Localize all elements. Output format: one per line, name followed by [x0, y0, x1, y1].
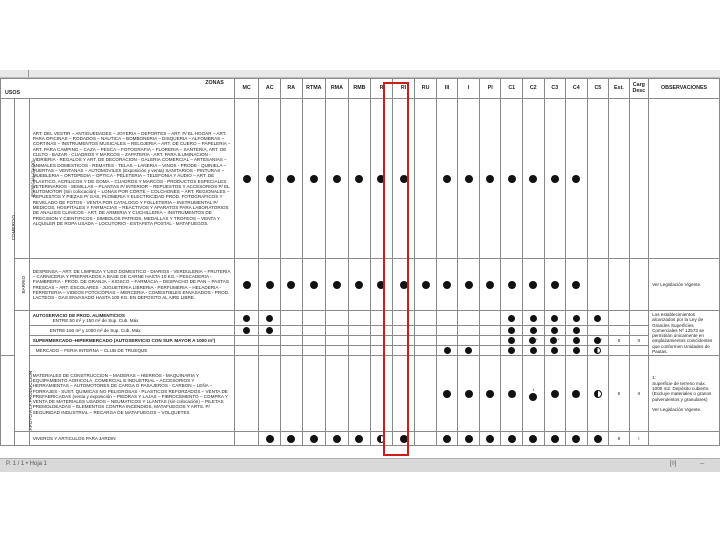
conditional-dot	[377, 435, 385, 443]
zonas-label: ZONAS	[1, 79, 235, 89]
allowed-dot	[266, 435, 274, 443]
allowed-dot	[443, 435, 451, 443]
allowed-dot	[551, 281, 559, 289]
allowed-dot	[551, 347, 558, 354]
row-autoservicio-2	[1, 326, 720, 335]
allowed-dot	[266, 281, 274, 289]
zone-header-pi: PI	[479, 79, 501, 99]
apoyo-observation: 1: Superficie de terreno máx. 1000 m2. Depósito cubierto. (Excluye materiales o granos pulverulentos y granulares) Ver Legislación Vigente.	[649, 356, 720, 432]
allowed-dot	[573, 347, 580, 354]
allowed-dot	[465, 281, 473, 289]
allowed-dot	[443, 390, 451, 398]
allowed-dot	[530, 327, 537, 334]
header-row-zonas	[1, 79, 720, 89]
allowed-dot	[594, 337, 601, 344]
allowed-dot	[573, 327, 580, 334]
status-bar	[0, 458, 720, 472]
allowed-dot	[572, 390, 580, 398]
barrio-observation: Ver Legislación Vigente.	[649, 259, 720, 311]
zone-header-est: Est.	[609, 79, 630, 99]
status-page-info: P. 1 / 1 • Hoja 1	[6, 461, 48, 467]
especializado-description: ART. DEL VESTIR – ANTIGUEDADES – JOYERIA – DEPORTES – ART. P/ EL HOGAR – ART. PARA OFICINAS – RODADOS – NAUTICA – BOMBONERIA – DISQUERIA – ALFOMBRAS – CORTINAS – INSTRUMENTOS MUSICALES – RELOJERIA – ART. DE CUERO – PAPELERIA – ART. PARA CAMPING – CAZA – PESCA – FOTOGRAFIA – FLORERIA – SANTERIA, ART. DE CULTO - BAZAR - CUADROS Y MARCOS – ZAPATERIA - ART. PARA ILUMINACION - VIDRIERIA - REGALOS Y ART. DE DECORACION - GALERIA COMERCIAL – ARTESANIAS – ANIMALES DOMESTICOS - REMATES - TELAS – LANERIA – VINOS - PRODE - QUINIELA – PUERTAS – VENTANAS – AUTOMOVILES (Exposición y venta) SANITARIOS - PINTURAS – MUEBLERIA – ORTOPEDIA – OPTICA - PELETERIA – TELEFONIA Y AUDIO – ART. DE PLASTICO, ACRILICOS Y DE GOMA – CUADROS Y MARCOS - PRODUCTOS ESPECIALES VETERINARIOS - SEMILLAS – PLANTAS P/ INTERIOR – REPUESTOS Y ACCESORIOS P/ EL AUTOMOTOR (Sin colocación) – LONAS POR CORTE – COLCHONES – ART. REGIONALES – REPUESTOS Y PIEZAS P/ GAS, PLOMERIA Y ELECTRICIDAD PROD. FOTOGRAFICOS Y REVELADO DE FOTOS - VENTA POR CATALOGO Y FOLLETERIA – INSTRUMENTAL P/ MEDICOS, HOSPITALES Y FARMACIAS – REACTIVOS Y APARATOS PARA LABORATORIOS DE ANALISIS CLINICOS - ART. DE ARMERIA Y CUCHILLERIA – INSTRUMENTOS DE PRECISION Y CIENTIFICOS - SIMBOLOS PATRIOS, MEDALLAS Y TROFEOS – VENTA Y ALQUILER DE ROPA USADA – LOCUTORIO - ESTAFETA POSTAL - MATAFUEGOS.	[29, 99, 234, 259]
allowed-dot	[508, 390, 516, 398]
zone-header-observaciones: OBSERVACIONES	[649, 79, 720, 99]
row-autoservicio-1	[1, 311, 720, 326]
allowed-dot	[287, 435, 295, 443]
allowed-dot	[572, 281, 580, 289]
zone-header-carg-desc: Carg Desc	[629, 79, 648, 99]
allowed-dot	[243, 175, 251, 183]
zone-header-rmb: RMB	[348, 79, 371, 99]
allowed-dot	[310, 281, 318, 289]
top-toolbar-strip	[0, 70, 720, 78]
allowed-dot	[530, 347, 537, 354]
allowed-dot	[444, 347, 451, 354]
zone-header-mc: MC	[234, 79, 259, 99]
zone-header-c5: C5	[587, 79, 609, 99]
allowed-dot	[551, 435, 559, 443]
allowed-dot	[551, 175, 559, 183]
allowed-dot	[551, 327, 558, 334]
allowed-dot	[465, 435, 473, 443]
allowed-dot	[508, 337, 515, 344]
allowed-dot	[508, 315, 515, 322]
allowed-dot	[551, 315, 558, 322]
zone-header-c3: C3	[544, 79, 566, 99]
allowed-dot	[529, 393, 537, 401]
allowed-dot	[266, 327, 273, 334]
status-zoom-icon[interactable]: ─	[700, 461, 705, 467]
usos-label: USOS	[1, 89, 235, 99]
allowed-dot	[266, 315, 273, 322]
allowed-dot	[529, 175, 537, 183]
allowed-dot	[508, 435, 516, 443]
allowed-dot	[529, 281, 537, 289]
conditional-dot	[594, 347, 601, 354]
status-view-icon[interactable]: [◊]	[670, 461, 677, 467]
allowed-dot	[465, 175, 473, 183]
group-apoyo: APOYO A LA PRODUCCION	[1, 356, 15, 446]
allowed-dot	[422, 281, 430, 289]
row-barrio	[1, 259, 720, 311]
allowed-dot	[287, 281, 295, 289]
conditional-dot	[594, 390, 602, 398]
row-viveros: VIVEROS Y ARTICULOS PARA JARDIN 9 I	[1, 432, 720, 446]
allowed-dot	[508, 281, 516, 289]
allowed-dot	[508, 175, 516, 183]
zone-header-rma: RMA	[326, 79, 349, 99]
allowed-dot	[400, 435, 408, 443]
allowed-dot	[486, 281, 494, 289]
zone-header-i: I	[458, 79, 480, 99]
row-mercado	[1, 346, 720, 356]
autoservicio-sub2: ENTRE 150 m² y 1000 m² de Sup. Cub. Máx	[29, 326, 234, 335]
allowed-dot	[508, 327, 515, 334]
allowed-dot	[355, 281, 363, 289]
allowed-dot	[443, 175, 451, 183]
allowed-dot	[310, 175, 318, 183]
allowed-dot	[529, 337, 536, 344]
allowed-dot	[400, 281, 408, 289]
autoservicio-description: AUTOSERVICIO DE PROD. ALIMENTICIOS ENTRE 50 m² y 150 m² de Sup. Cub. Máx	[29, 311, 234, 326]
allowed-dot	[551, 390, 559, 398]
allowed-dot	[486, 435, 494, 443]
subgroup-especializado: ESPECIALIZADO	[15, 99, 29, 259]
allowed-dot	[243, 281, 251, 289]
supermercado-description: SUPERMERCADO–HIPERMERCADO (AUTOSERVICIO CON SUP. MAYOR A 1000 m²)	[29, 335, 234, 345]
zone-header-ra: RA	[280, 79, 302, 99]
allowed-dot	[508, 347, 515, 354]
mercado-description: MERCADO – FERIA INTERNA – CLUB DE TRUEQUE	[29, 346, 234, 356]
allowed-dot	[310, 435, 318, 443]
viveros-description: VIVEROS Y ARTICULOS PARA JARDIN	[29, 432, 234, 446]
allowed-dot	[486, 390, 494, 398]
allowed-dot	[572, 435, 580, 443]
allowed-dot	[400, 175, 408, 183]
zone-header-ri: RI	[392, 79, 415, 99]
allowed-dot	[333, 435, 341, 443]
allowed-dot	[573, 315, 580, 322]
zone-header-c2: C2	[522, 79, 544, 99]
row-apoyo: APOYO A LA PRODUCCION MATERIALES DE CONSTRUCCION – MADERAS – HIERROS - MAQUINARIA Y EQUIPAMIENTO AGRICOLA, COMERCIAL E INDUSTRIAL – ACCESORIOS Y HERRAMIENTAS – AUTOMOTORES DE CARGA O PASAJEROS - CARBON – LEÑA – FORRAJES - SUST. QUIMICAS NO PELIGROSAS - PLASTICOS REFORZADOS – VENTA DE PREFABRICADAS (venta y exposición – PIEDRAS Y LAJAS – FIBROCEMENTO – COMPRA Y VENTA DE MATERIALES USADOS – NEUMATICOS Y LLANTAS (sin colocación) – PILETAS PREMOLDEADAS – ELEMENTOS CONTRA INCENDIOS, MATAFUEGOS Y ARTS. P/ SEGURIDAD INDUSTRIAL – RECARGA DE MATAFUEGOS – VOLQUETES 1 6 II 1: Superficie de terreno máx. 1000 m2. Depósito cubierto. (Excluye materiales o granos pulverulentos y granulares) Ver Legislación Vigente.	[1, 356, 720, 432]
allowed-dot	[377, 175, 385, 183]
barrio-description: DESPENSA – ART. DE LIMPIEZA Y USO DOMESTICO - DIARIOS - VERDULERIA – FRUTERIA – CARNICERIA Y PREPARADOS A BASE DE CARNE HASTA 10 KG.– PESCADERIA - FIAMBRERIA - PROD. DE GRANJA – KIOSCO – FARMACIA – DESPACHO DE PAN – PASTAS FRESCAS – ART. ESCOLARES - JUGUETERIA LIBRERIA - PERFUMERIA – HELADERIA - FERRETERIA – VIDEOS FOTOCOPIAS – MERCERIA - COMESTIBLES ENVASADOS - PROD. LACTEOS - GAS ENVASADO HASTA 100 KG. EN DEPOSITO AL AIRE LIBRE.	[29, 259, 234, 311]
allowed-dot	[243, 315, 250, 322]
autoservicio-observation: Los establecimientos alcanzados por la Ley de Grandes Superficies Comerciales Nº 12573 se permitirán únicamente en emplazamientos coincidentes que conformen Unidades de Pautas.	[649, 311, 720, 356]
zone-header-c4: C4	[566, 79, 588, 99]
ruler-tick	[28, 70, 29, 77]
row-especializado	[1, 99, 720, 259]
zoning-uses-table	[0, 78, 720, 446]
group-comercio: COMERCIO	[1, 99, 15, 356]
allowed-dot	[572, 175, 580, 183]
zone-header-rtma: RTMA	[302, 79, 326, 99]
allowed-dot	[486, 175, 494, 183]
allowed-dot	[333, 281, 341, 289]
allowed-dot	[443, 281, 451, 289]
subgroup-barrio: BARRIO	[15, 259, 29, 311]
allowed-dot	[594, 315, 601, 322]
allowed-dot	[530, 315, 537, 322]
allowed-dot	[243, 327, 250, 334]
zone-header-r: R	[371, 79, 393, 99]
allowed-dot	[355, 175, 363, 183]
allowed-dot	[465, 390, 473, 398]
zone-header-iii: III	[436, 79, 458, 99]
allowed-dot	[287, 175, 295, 183]
allowed-dot	[594, 435, 602, 443]
zone-header-ac: AC	[259, 79, 281, 99]
zone-header-ru: RU	[415, 79, 437, 99]
allowed-dot	[465, 347, 472, 354]
allowed-dot	[333, 175, 341, 183]
allowed-dot	[355, 435, 363, 443]
allowed-dot	[266, 175, 274, 183]
allowed-dot	[529, 435, 537, 443]
allowed-dot	[573, 337, 580, 344]
apoyo-description: MATERIALES DE CONSTRUCCION – MADERAS – HIERROS - MAQUINARIA Y EQUIPAMIENTO AGRICOLA, COMERCIAL E INDUSTRIAL – ACCESORIOS Y HERRAMIENTAS – AUTOMOTORES DE CARGA O PASAJEROS - CARBON – LEÑA – FORRAJES - SUST. QUIMICAS NO PELIGROSAS - PLASTICOS REFORZADOS – VENTA DE PREFABRICADAS (venta y exposición – PIEDRAS Y LAJAS – FIBROCEMENTO – COMPRA Y VENTA DE MATERIALES USADOS – NEUMATICOS Y LLANTAS (sin colocación) – PILETAS PREMOLDEADAS – ELEMENTOS CONTRA INCENDIOS, MATAFUEGOS Y ARTS. P/ SEGURIDAD INDUSTRIAL – RECARGA DE MATAFUEGOS – VOLQUETES	[29, 356, 234, 432]
allowed-dot	[377, 281, 385, 289]
zone-header-c1: C1	[501, 79, 523, 99]
row-supermercado: SUPERMERCADO–HIPERMERCADO (AUTOSERVICIO CON SUP. MAYOR A 1000 m²) * * * 6 II	[1, 335, 720, 345]
